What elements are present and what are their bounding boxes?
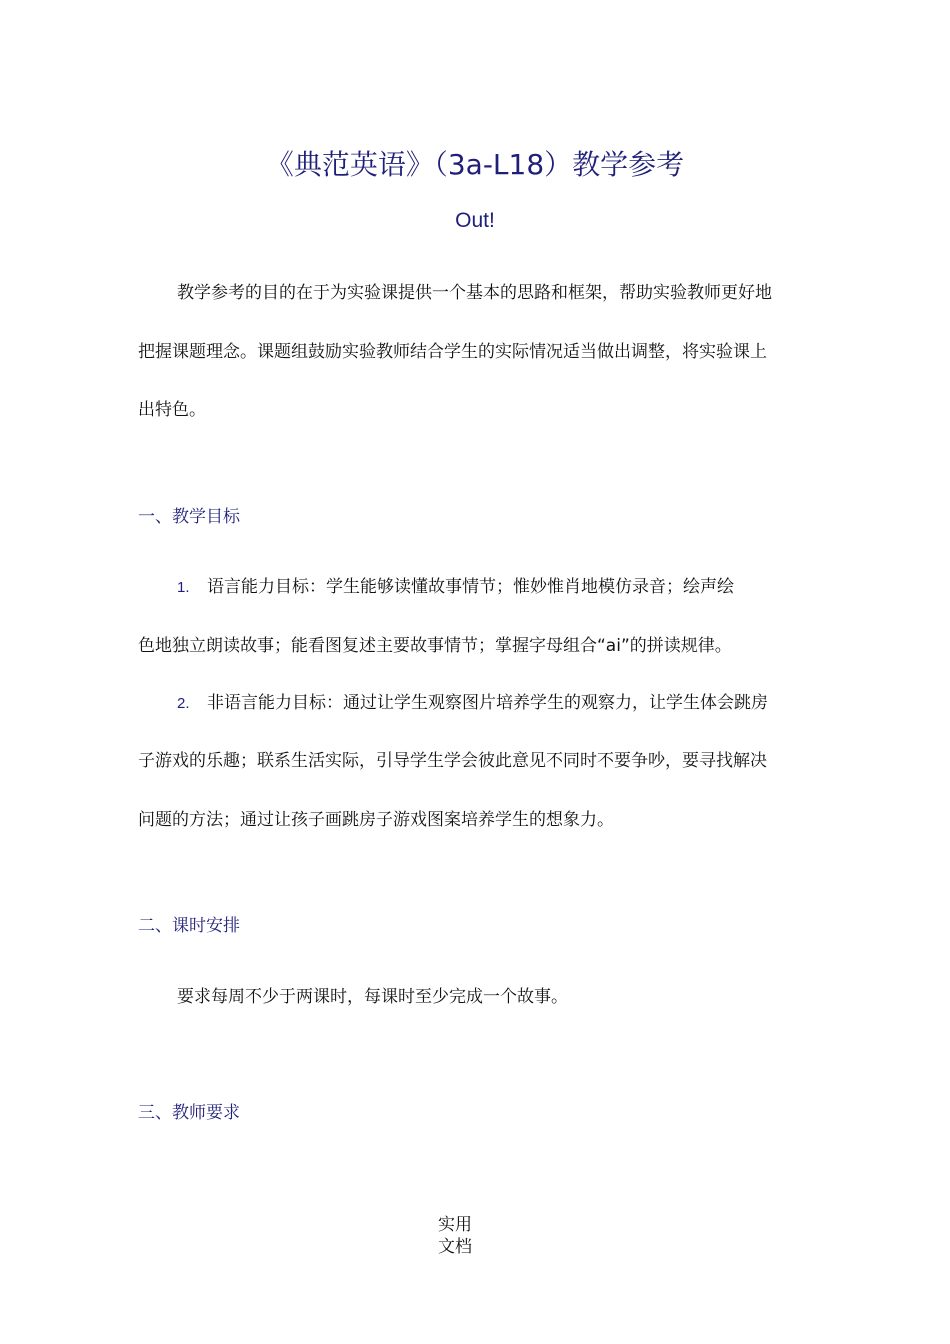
item-2-line-2: 子游戏的乐趣；联系生活实际，引导学生学会彼此意见不同时不要争吵，要寻找解决 — [138, 751, 767, 771]
item-2-line-1: 非语言能力目标：通过让学生观察图片培养学生的观察力，让学生体会跳房 — [207, 693, 768, 713]
document-title: 《典范英语》（3a-L18）教学参考 — [265, 148, 685, 181]
item-2-number: 2. — [177, 695, 190, 712]
item-1-number: 1. — [177, 579, 190, 596]
section-3-heading: 三、教师要求 — [138, 1103, 240, 1123]
section-1-heading: 一、教学目标 — [138, 507, 240, 527]
intro-line-2: 把握课题理念。课题组鼓励实验教师结合学生的实际情况适当做出调整，将实验课上 — [138, 342, 767, 362]
section-2-text: 要求每周不少于两课时，每课时至少完成一个故事。 — [177, 987, 568, 1007]
item-1-line-2: 色地独立朗读故事；能看图复述主要故事情节；掌握字母组合“ai”的拼读规律。 — [138, 636, 732, 656]
section-2-heading: 二、课时安排 — [138, 916, 240, 936]
item-1-line-1: 语言能力目标：学生能够读懂故事情节；惟妙惟肖地模仿录音；绘声绘 — [207, 577, 734, 597]
item-2-line-3: 问题的方法；通过让孩子画跳房子游戏图案培养学生的想象力。 — [138, 810, 614, 830]
footer-line-2: 文档 — [438, 1237, 472, 1257]
document-subtitle: Out! — [455, 209, 495, 232]
footer-line-1: 实用 — [438, 1215, 472, 1235]
intro-line-1: 教学参考的目的在于为实验课提供一个基本的思路和框架，帮助实验教师更好地 — [177, 283, 772, 303]
intro-line-3: 出特色。 — [138, 400, 206, 420]
